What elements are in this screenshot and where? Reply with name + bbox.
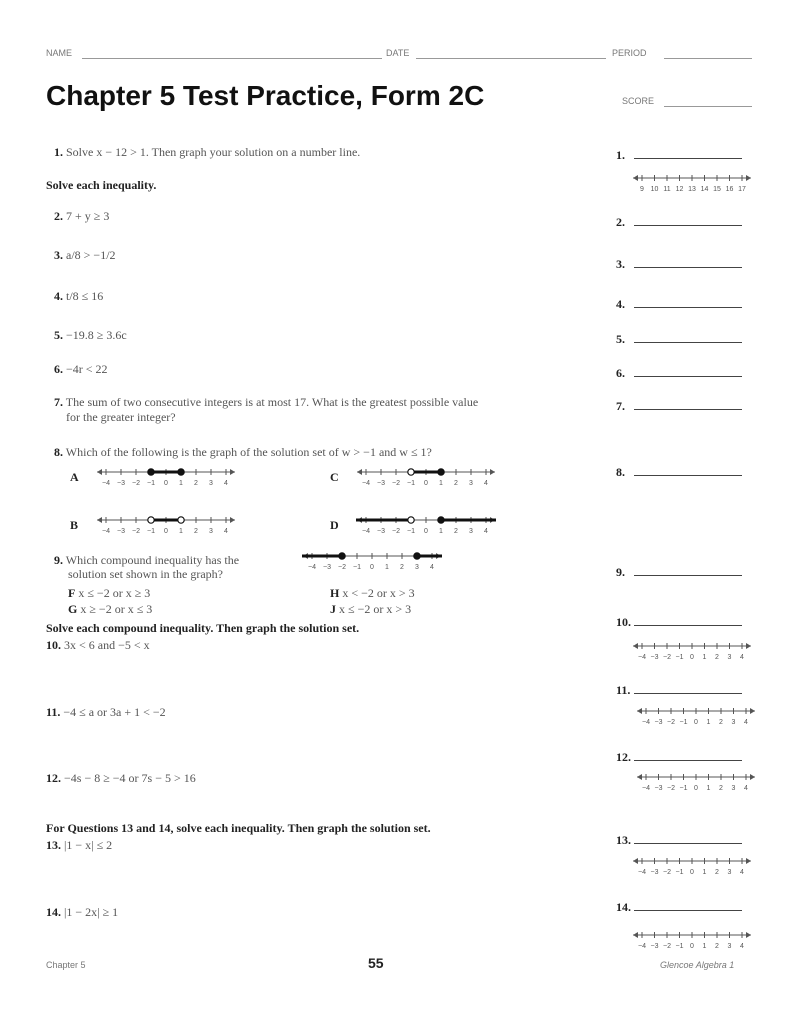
question-number: 7. bbox=[54, 395, 63, 409]
answer-blank[interactable] bbox=[634, 409, 742, 410]
answer-number: 10. bbox=[616, 615, 631, 629]
tick-label: 9 bbox=[640, 186, 644, 193]
tick-label: −1 bbox=[675, 869, 684, 876]
tick-label: 11 bbox=[663, 186, 671, 193]
tick-label: 4 bbox=[740, 654, 744, 661]
tick-label: 0 bbox=[424, 480, 428, 487]
answer-blank[interactable] bbox=[634, 760, 742, 761]
answer-row bbox=[616, 146, 625, 164]
tick-label: 2 bbox=[194, 528, 198, 535]
tick-label: −2 bbox=[132, 528, 140, 535]
tick-label: 3 bbox=[469, 528, 473, 535]
tick-label: 1 bbox=[702, 943, 707, 950]
tick-label: 15 bbox=[713, 186, 721, 193]
arrow-left-icon bbox=[97, 517, 102, 523]
tick-label: 4 bbox=[744, 719, 748, 726]
answer-number: 5. bbox=[616, 332, 625, 346]
closed-dot bbox=[438, 469, 444, 475]
option-b-number-line[interactable] bbox=[96, 512, 236, 541]
period-field[interactable] bbox=[664, 58, 752, 59]
tick-label: 2 bbox=[715, 869, 719, 876]
tick-label: −3 bbox=[650, 869, 659, 876]
tick-label: 2 bbox=[400, 564, 404, 571]
tick-label: 4 bbox=[430, 564, 434, 571]
answer-blank[interactable] bbox=[634, 342, 742, 343]
tick-label: 0 bbox=[370, 564, 374, 571]
arrow-left-icon bbox=[637, 774, 642, 780]
tick-label: 0 bbox=[690, 943, 694, 950]
open-dot bbox=[178, 517, 184, 523]
option-letter: D bbox=[330, 518, 339, 532]
closed-dot bbox=[414, 553, 420, 559]
answer-number: 8. bbox=[616, 465, 625, 479]
tick-label: 13 bbox=[688, 186, 696, 193]
question-number: 14. bbox=[46, 905, 61, 919]
question-text-cont: solution set shown in the graph? bbox=[68, 567, 223, 581]
question-text: |1 − x| ≤ 2 bbox=[64, 838, 113, 852]
tick-label: 3 bbox=[469, 480, 473, 487]
tick-label: 4 bbox=[744, 785, 748, 792]
answer-blank[interactable] bbox=[634, 225, 742, 226]
tick-label: −1 bbox=[679, 719, 688, 726]
arrow-right-icon bbox=[746, 932, 751, 938]
answer-row bbox=[616, 213, 625, 231]
tick-label: 2 bbox=[454, 480, 458, 487]
tick-label: −2 bbox=[392, 528, 400, 535]
tick-label: 1 bbox=[179, 528, 183, 535]
tick-label: −2 bbox=[663, 654, 671, 661]
answer-blank[interactable] bbox=[634, 267, 742, 268]
tick-label: 2 bbox=[719, 719, 723, 726]
question-number: 12. bbox=[46, 771, 61, 785]
answer-14-number-line[interactable] bbox=[632, 927, 752, 956]
tick-label: −2 bbox=[338, 564, 346, 571]
option-c-number-line[interactable] bbox=[356, 464, 496, 493]
tick-label: 2 bbox=[715, 943, 719, 950]
answer-1-number-line[interactable] bbox=[632, 170, 752, 199]
question-text: −4s − 8 ≥ −4 or 7s − 5 > 16 bbox=[64, 771, 196, 785]
question-number: 3. bbox=[54, 248, 63, 262]
date-label: DATE bbox=[386, 48, 410, 58]
question-number: 2. bbox=[54, 209, 63, 223]
arrow-right-icon bbox=[746, 175, 751, 181]
tick-label: 3 bbox=[727, 943, 732, 950]
question-number: 6. bbox=[54, 362, 63, 376]
question-text: Which of the following is the graph of the solution set of w > −1 and w ≤ 1? bbox=[65, 445, 432, 459]
answer-blank[interactable] bbox=[634, 307, 742, 308]
tick-label: 3 bbox=[727, 654, 732, 661]
question-2 bbox=[54, 209, 109, 224]
tick-label: 2 bbox=[719, 785, 723, 792]
instruction-compound: Solve each compound inequality. Then graph the solution set. bbox=[46, 621, 360, 635]
answer-13-number-line[interactable] bbox=[632, 853, 752, 882]
closed-dot bbox=[438, 517, 444, 523]
tick-label: 1 bbox=[706, 719, 711, 726]
arrow-right-icon bbox=[230, 517, 235, 523]
option-b bbox=[70, 518, 78, 533]
answer-blank[interactable] bbox=[634, 910, 742, 911]
answer-10-number-line[interactable] bbox=[632, 638, 752, 667]
arrow-left-icon bbox=[97, 469, 102, 475]
period-label: PERIOD bbox=[612, 48, 647, 58]
tick-label: 0 bbox=[694, 719, 698, 726]
option-d-number-line[interactable] bbox=[356, 512, 496, 541]
open-dot bbox=[148, 517, 154, 523]
tick-label: −1 bbox=[675, 943, 684, 950]
tick-label: −2 bbox=[667, 719, 675, 726]
closed-dot bbox=[148, 469, 154, 475]
arrow-left-icon bbox=[633, 858, 638, 864]
arrow-left-icon bbox=[633, 175, 638, 181]
tick-label: −4 bbox=[638, 943, 646, 950]
question-text-cont: for the greater integer? bbox=[66, 410, 176, 424]
question-10 bbox=[46, 638, 150, 653]
question-1 bbox=[54, 145, 360, 160]
arrow-left-icon bbox=[637, 708, 642, 714]
answer-row bbox=[616, 681, 630, 699]
option-c bbox=[330, 470, 339, 485]
tick-label: 4 bbox=[224, 480, 228, 487]
page-title: Chapter 5 Test Practice, Form 2C bbox=[46, 80, 485, 111]
option-g bbox=[68, 602, 152, 617]
tick-label: 2 bbox=[454, 528, 458, 535]
tick-label: 2 bbox=[194, 480, 198, 487]
tick-label: 3 bbox=[731, 719, 736, 726]
tick-label: −2 bbox=[392, 480, 400, 487]
score-label: SCORE bbox=[622, 96, 655, 106]
question-6 bbox=[54, 362, 108, 377]
answer-row bbox=[616, 295, 625, 313]
tick-label: 0 bbox=[164, 480, 168, 487]
arrow-right-icon bbox=[750, 774, 755, 780]
name-label: NAME bbox=[46, 48, 73, 58]
answer-row bbox=[616, 563, 625, 581]
question-text: 3x < 6 and −5 < x bbox=[64, 638, 150, 652]
option-d bbox=[330, 518, 339, 533]
answer-number: 3. bbox=[616, 257, 625, 271]
tick-label: 4 bbox=[740, 869, 744, 876]
question-text: Solve x − 12 > 1. Then graph your solution on a number line. bbox=[66, 145, 361, 159]
answer-row bbox=[616, 255, 625, 273]
answer-11-number-line[interactable] bbox=[636, 703, 756, 732]
option-a bbox=[70, 470, 79, 485]
answer-number: 2. bbox=[616, 215, 625, 229]
tick-label: −2 bbox=[667, 785, 675, 792]
tick-label: −4 bbox=[362, 480, 370, 487]
answer-row bbox=[616, 748, 631, 766]
question-9 bbox=[54, 553, 239, 581]
question-number: 11. bbox=[46, 705, 61, 719]
tick-label: −1 bbox=[353, 564, 361, 571]
tick-label: −2 bbox=[663, 943, 671, 950]
option-j bbox=[330, 602, 411, 617]
question-text: −4r < 22 bbox=[66, 362, 108, 376]
tick-label: −4 bbox=[638, 654, 646, 661]
question-13 bbox=[46, 838, 112, 853]
question-number: 13. bbox=[46, 838, 61, 852]
answer-row bbox=[616, 613, 631, 631]
answer-row bbox=[616, 898, 631, 916]
answer-blank[interactable] bbox=[634, 475, 742, 476]
option-a-number-line[interactable] bbox=[96, 464, 236, 493]
option-letter: F bbox=[68, 586, 76, 600]
option-letter: A bbox=[70, 470, 79, 484]
question-text: Which compound inequality has the bbox=[65, 553, 240, 567]
tick-label: −4 bbox=[102, 528, 110, 535]
question-number: 8. bbox=[54, 445, 63, 459]
question-number: 1. bbox=[54, 145, 63, 159]
question-7 bbox=[54, 395, 478, 425]
question-4 bbox=[54, 289, 103, 304]
question-text: |1 − 2x| ≥ 1 bbox=[64, 905, 119, 919]
closed-dot bbox=[339, 553, 345, 559]
answer-row bbox=[616, 463, 625, 481]
tick-label: −4 bbox=[308, 564, 316, 571]
answer-row bbox=[616, 330, 625, 348]
tick-label: 10 bbox=[650, 186, 659, 193]
score-field[interactable] bbox=[664, 106, 752, 107]
arrow-right-icon bbox=[490, 469, 495, 475]
tick-label: 16 bbox=[725, 186, 734, 193]
answer-number: 1. bbox=[616, 148, 625, 162]
option-letter: G bbox=[68, 602, 78, 616]
answer-number: 12. bbox=[616, 750, 631, 764]
footer-book: Glencoe Algebra 1 bbox=[660, 960, 735, 970]
answer-12-number-line[interactable] bbox=[636, 769, 756, 798]
tick-label: 0 bbox=[690, 654, 694, 661]
question-8 bbox=[54, 445, 432, 460]
answer-blank[interactable] bbox=[634, 158, 742, 159]
tick-label: 3 bbox=[209, 528, 213, 535]
answer-number: 7. bbox=[616, 399, 625, 413]
tick-label: −2 bbox=[663, 869, 671, 876]
q9-number-line bbox=[302, 548, 442, 577]
open-dot bbox=[408, 469, 414, 475]
answer-number: 11. bbox=[616, 683, 631, 697]
arrow-right-icon bbox=[230, 469, 235, 475]
tick-label: 4 bbox=[740, 943, 744, 950]
tick-label: −3 bbox=[654, 719, 663, 726]
tick-label: 0 bbox=[690, 869, 694, 876]
tick-label: 1 bbox=[179, 480, 183, 487]
answer-number: 4. bbox=[616, 297, 625, 311]
question-number: 10. bbox=[46, 638, 61, 652]
tick-label: −4 bbox=[638, 869, 646, 876]
arrow-left-icon bbox=[357, 469, 362, 475]
footer-chapter: Chapter 5 bbox=[46, 960, 86, 970]
tick-label: 1 bbox=[439, 480, 443, 487]
tick-label: −1 bbox=[407, 480, 415, 487]
tick-label: 4 bbox=[484, 480, 488, 487]
tick-label: 0 bbox=[164, 528, 168, 535]
closed-dot bbox=[178, 469, 184, 475]
answer-row bbox=[616, 831, 631, 849]
option-letter: H bbox=[330, 586, 340, 600]
tick-label: −1 bbox=[675, 654, 684, 661]
option-text[interactable]: x < −2 or x > 3 bbox=[342, 586, 415, 600]
tick-label: 0 bbox=[694, 785, 698, 792]
question-number: 5. bbox=[54, 328, 63, 342]
question-text: 7 + y ≥ 3 bbox=[66, 209, 110, 223]
date-field[interactable] bbox=[416, 58, 606, 59]
tick-label: 3 bbox=[209, 480, 213, 487]
answer-blank[interactable] bbox=[634, 575, 742, 576]
question-text: The sum of two consecutive integers is at most 17. What is the greatest possible value bbox=[65, 395, 479, 409]
answer-row bbox=[616, 364, 625, 382]
arrow-left-icon bbox=[633, 932, 638, 938]
tick-label: −4 bbox=[102, 480, 110, 487]
tick-label: −1 bbox=[679, 785, 688, 792]
page-number: 55 bbox=[368, 955, 384, 971]
arrow-right-icon bbox=[746, 643, 751, 649]
tick-label: −3 bbox=[377, 528, 385, 535]
tick-label: −3 bbox=[377, 480, 385, 487]
question-3 bbox=[54, 248, 116, 263]
tick-label: −1 bbox=[147, 528, 155, 535]
question-number: 9. bbox=[54, 553, 63, 567]
tick-label: −4 bbox=[362, 528, 370, 535]
name-field[interactable] bbox=[82, 58, 382, 59]
tick-label: 3 bbox=[415, 564, 419, 571]
open-dot bbox=[408, 517, 414, 523]
instruction-solve-each: Solve each inequality. bbox=[46, 178, 157, 192]
tick-label: 17 bbox=[738, 186, 746, 193]
option-f bbox=[68, 586, 150, 601]
tick-label: 2 bbox=[715, 654, 719, 661]
tick-label: 3 bbox=[731, 785, 736, 792]
question-number: 4. bbox=[54, 289, 63, 303]
tick-label: −1 bbox=[407, 528, 415, 535]
tick-label: 1 bbox=[385, 564, 389, 571]
tick-label: −4 bbox=[642, 719, 650, 726]
tick-label: −4 bbox=[642, 785, 650, 792]
tick-label: −1 bbox=[147, 480, 155, 487]
tick-label: 1 bbox=[702, 654, 707, 661]
answer-number: 9. bbox=[616, 565, 625, 579]
option-letter: C bbox=[330, 470, 339, 484]
tick-label: −3 bbox=[650, 943, 659, 950]
tick-label: 4 bbox=[484, 528, 488, 535]
arrow-right-icon bbox=[750, 708, 755, 714]
answer-number: 6. bbox=[616, 366, 625, 380]
instruction-q13-14: For Questions 13 and 14, solve each inequality. Then graph the solution set. bbox=[46, 821, 431, 835]
question-text: −19.8 ≥ 3.6c bbox=[66, 328, 127, 342]
tick-label: 1 bbox=[702, 869, 707, 876]
answer-number: 14. bbox=[616, 900, 631, 914]
answer-blank[interactable] bbox=[634, 625, 742, 626]
question-12 bbox=[46, 771, 196, 786]
tick-label: −3 bbox=[323, 564, 331, 571]
question-text: a/8 > −1/2 bbox=[66, 248, 116, 262]
question-5 bbox=[54, 328, 127, 343]
question-11 bbox=[46, 705, 166, 720]
tick-label: 4 bbox=[224, 528, 228, 535]
tick-label: 0 bbox=[424, 528, 428, 535]
tick-label: −3 bbox=[654, 785, 663, 792]
tick-label: 3 bbox=[727, 869, 732, 876]
option-text[interactable]: x ≥ −2 or x ≤ 3 bbox=[80, 602, 153, 616]
tick-label: −2 bbox=[132, 480, 140, 487]
option-letter: J bbox=[330, 602, 336, 616]
question-14 bbox=[46, 905, 118, 920]
option-text[interactable]: x ≤ −2 or x > 3 bbox=[339, 602, 412, 616]
tick-label: 12 bbox=[675, 186, 684, 193]
arrow-right-icon bbox=[746, 858, 751, 864]
option-text[interactable]: x ≤ −2 or x ≥ 3 bbox=[78, 586, 151, 600]
question-text: −4 ≤ a or 3a + 1 < −2 bbox=[63, 705, 166, 719]
option-h bbox=[330, 586, 415, 601]
tick-label: 1 bbox=[706, 785, 711, 792]
tick-label: 14 bbox=[700, 186, 709, 193]
tick-label: −3 bbox=[650, 654, 659, 661]
arrow-left-icon bbox=[633, 643, 638, 649]
answer-blank[interactable] bbox=[634, 843, 742, 844]
tick-label: −3 bbox=[117, 528, 125, 535]
tick-label: −3 bbox=[117, 480, 125, 487]
answer-row bbox=[616, 397, 625, 415]
tick-label: 1 bbox=[439, 528, 443, 535]
option-letter: B bbox=[70, 518, 79, 532]
answer-blank[interactable] bbox=[634, 376, 742, 377]
answer-blank[interactable] bbox=[634, 693, 742, 694]
question-text: t/8 ≤ 16 bbox=[66, 289, 104, 303]
answer-number: 13. bbox=[616, 833, 631, 847]
